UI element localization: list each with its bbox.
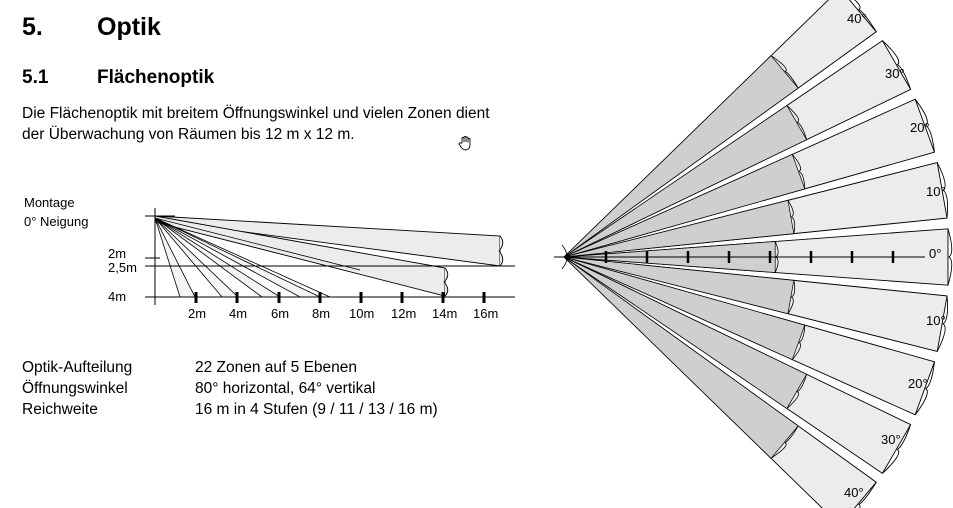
angle-label-center: 0° [929, 246, 942, 261]
subsection-number: 5.1 [22, 67, 49, 88]
distance-label: 4m [229, 306, 248, 321]
spec-label: Öffnungswinkel [22, 380, 128, 397]
intro-line-2: der Überwachung von Räumen bis 12 m x 12 m. [22, 126, 355, 143]
mount-label-2: 0° Neigung [24, 214, 89, 229]
height-label-4m: 4m [108, 289, 127, 304]
angle-label-bottom: 20° [908, 376, 928, 391]
distance-label: 12m [391, 306, 417, 321]
angle-label-bottom: 30° [881, 432, 901, 447]
spec-label: Reichweite [22, 401, 98, 418]
angle-label-bottom: 10° [926, 313, 946, 328]
distance-label: 6m [271, 306, 290, 321]
intro-line-1: Die Flächenoptik mit breitem Öffnungswinkel und vielen Zonen dient [22, 105, 490, 122]
beam-end [948, 229, 952, 285]
distance-label: 8m [312, 306, 331, 321]
section-title: Optik [97, 13, 161, 41]
angle-label-top: 20° [910, 120, 930, 135]
side-view-diagram [0, 0, 560, 340]
distance-label: 14m [432, 306, 458, 321]
angle-label-top: 10° [926, 184, 946, 199]
subsection-title: Flächenoptik [97, 67, 215, 88]
angle-label-top: 30° [885, 66, 905, 81]
section-number: 5. [22, 13, 43, 41]
mount-label-1: Montage [24, 195, 75, 210]
spec-label: Optik-Aufteilung [22, 359, 133, 376]
distance-label: 2m [188, 306, 207, 321]
spec-value: 22 Zonen auf 5 Ebenen [195, 359, 358, 376]
angle-label-bottom: 40° [844, 485, 864, 500]
height-label-2m: 2m [108, 246, 127, 261]
distance-label: 10m [349, 306, 375, 321]
distance-label: 16m [473, 306, 499, 321]
spec-value: 16 m in 4 Stufen (9 / 11 / 13 / 16 m) [195, 401, 438, 418]
angle-label-top: 40° [847, 11, 867, 26]
height-label-2-5m: 2,5m [108, 260, 137, 275]
spec-value: 80° horizontal, 64° vertikal [195, 380, 376, 397]
